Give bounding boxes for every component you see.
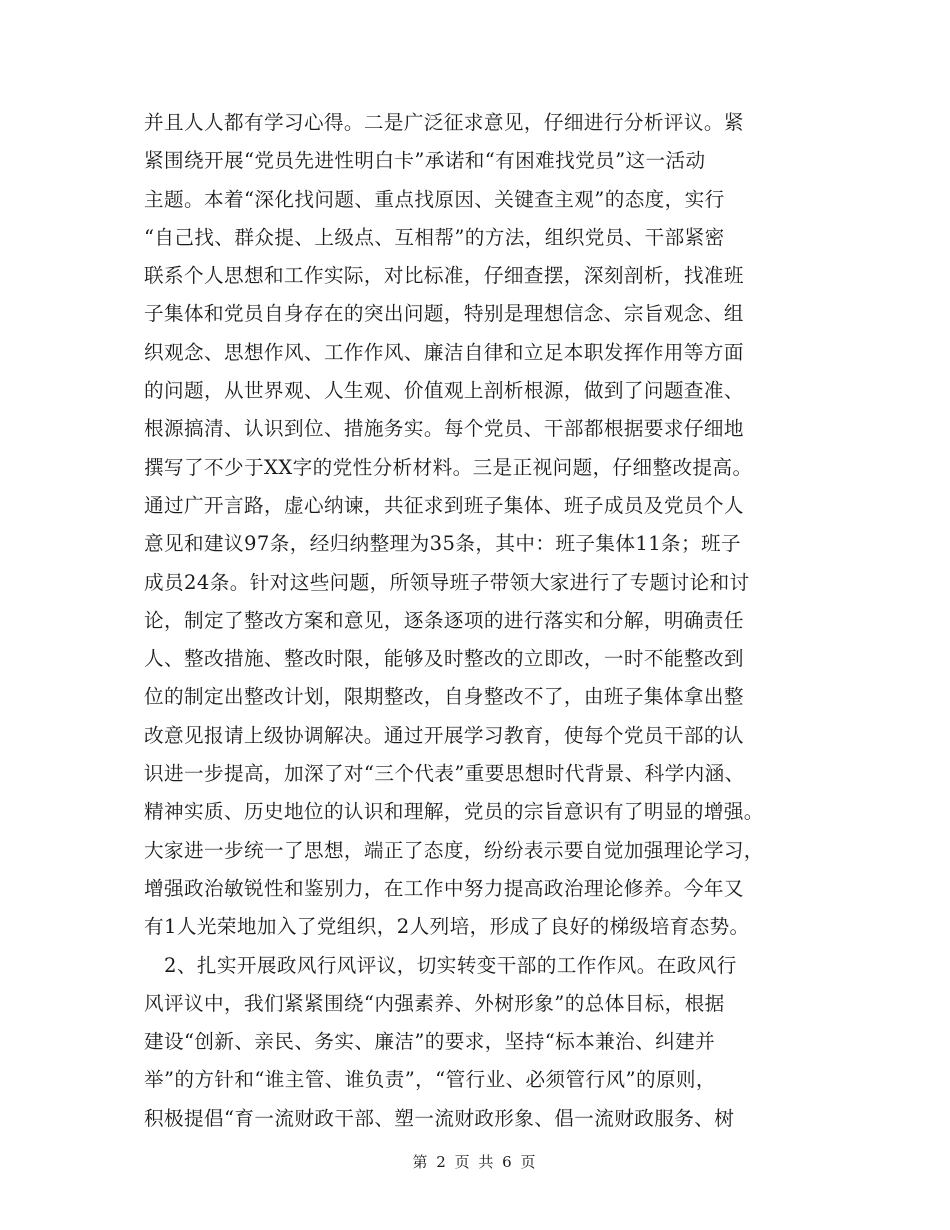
text-line: 成员24条。针对这些问题，所领导班子带领大家进行了专题讨论和讨 [144,570,750,594]
page-footer: 第 2 页 共 6 页 [412,1153,538,1171]
text-line: 紧围绕开展“党员先进性明白卡”承诺和“有困难找党员”这一活动 [144,149,706,173]
text-line: 织观念、思想作风、工作作风、廉洁自律和立足本职发挥作用等方面 [144,340,744,364]
text-line: 的问题，从世界观、人生观、价值观上剖析根源，做到了问题查准、 [144,379,744,403]
text-line: 位的制定出整改计划，限期整改，自身整改不了，由班子集体拿出整 [144,685,744,709]
text-line: 识进一步提高，加深了对“三个代表”重要思想时代背景、科学内涵、 [144,762,745,786]
text-line: 2、扎实开展政风行风评议，切实转变干部的工作作风。在政风行 [144,953,737,977]
text-line: 论，制定了整改方案和意见，逐条逐项的进行落实和分解，明确责任 [144,608,744,632]
text-line: 根源搞清、认识到位、措施务实。每个党员、干部都根据要求仔细地 [144,417,744,441]
text-line: “自己找、群众提、上级点、互相帮”的方法，组织党员、干部紧密 [144,225,725,249]
text-line: 并且人人都有学习心得。二是广泛征求意见，仔细进行分析评议。紧 [144,111,744,134]
text-line: 增强政治敏锐性和鉴别力，在工作中努力提高政治理论修养。今年又 [144,876,744,900]
text-line: 子集体和党员自身存在的突出问题，特别是理想信念、宗旨观念、组 [144,302,744,326]
text-line: 改意见报请上级协调解决。通过开展学习教育，使每个党员干部的认 [144,723,744,747]
text-line: 举”的方针和“谁主管、谁负责”，“管行业、必须管行风”的原则， [144,1068,716,1092]
text-line: 有1人光荣地加入了党组织，2人列培，形成了良好的梯级培育态势。 [144,915,750,939]
text-line: 主题。本着“深化找问题、重点找原因、关键查主观”的态度，实行 [144,187,725,211]
text-line: 联系个人思想和工作实际，对比标准，仔细查摆，深刻剖析，找准班 [144,264,744,288]
text-line: 通过广开言路，虚心纳谏，共征求到班子集体、班子成员及党员个人 [144,493,744,517]
text-line: 风评议中，我们紧紧围绕“内强素养、外树形象”的总体目标，根据 [144,991,725,1015]
text-line: 精神实质、历史地位的认识和理解，党员的宗旨意识有了明显的增强。 [144,800,764,824]
text-line: 积极提倡“育一流财政干部、塑一流财政形象、倡一流财政服务、树 [144,1106,735,1130]
body-text [144,104,809,1138]
text-line: 意见和建议97条，经归纳整理为35条，其中：班子集体11条；班子 [144,532,742,556]
text-line: 撰写了不少于XX字的党性分析材料。三是正视问题，仔细整改提高。 [144,455,753,479]
text-line: 建设“创新、亲民、务实、廉洁”的要求，坚持“标本兼治、纠建并 [144,1030,716,1054]
text-line: 人、整改措施、整改时限，能够及时整改的立即改，一时不能整改到 [144,647,744,671]
text-line: 大家进一步统一了思想，端正了态度，纷纷表示要自觉加强理论学习， [144,838,764,862]
